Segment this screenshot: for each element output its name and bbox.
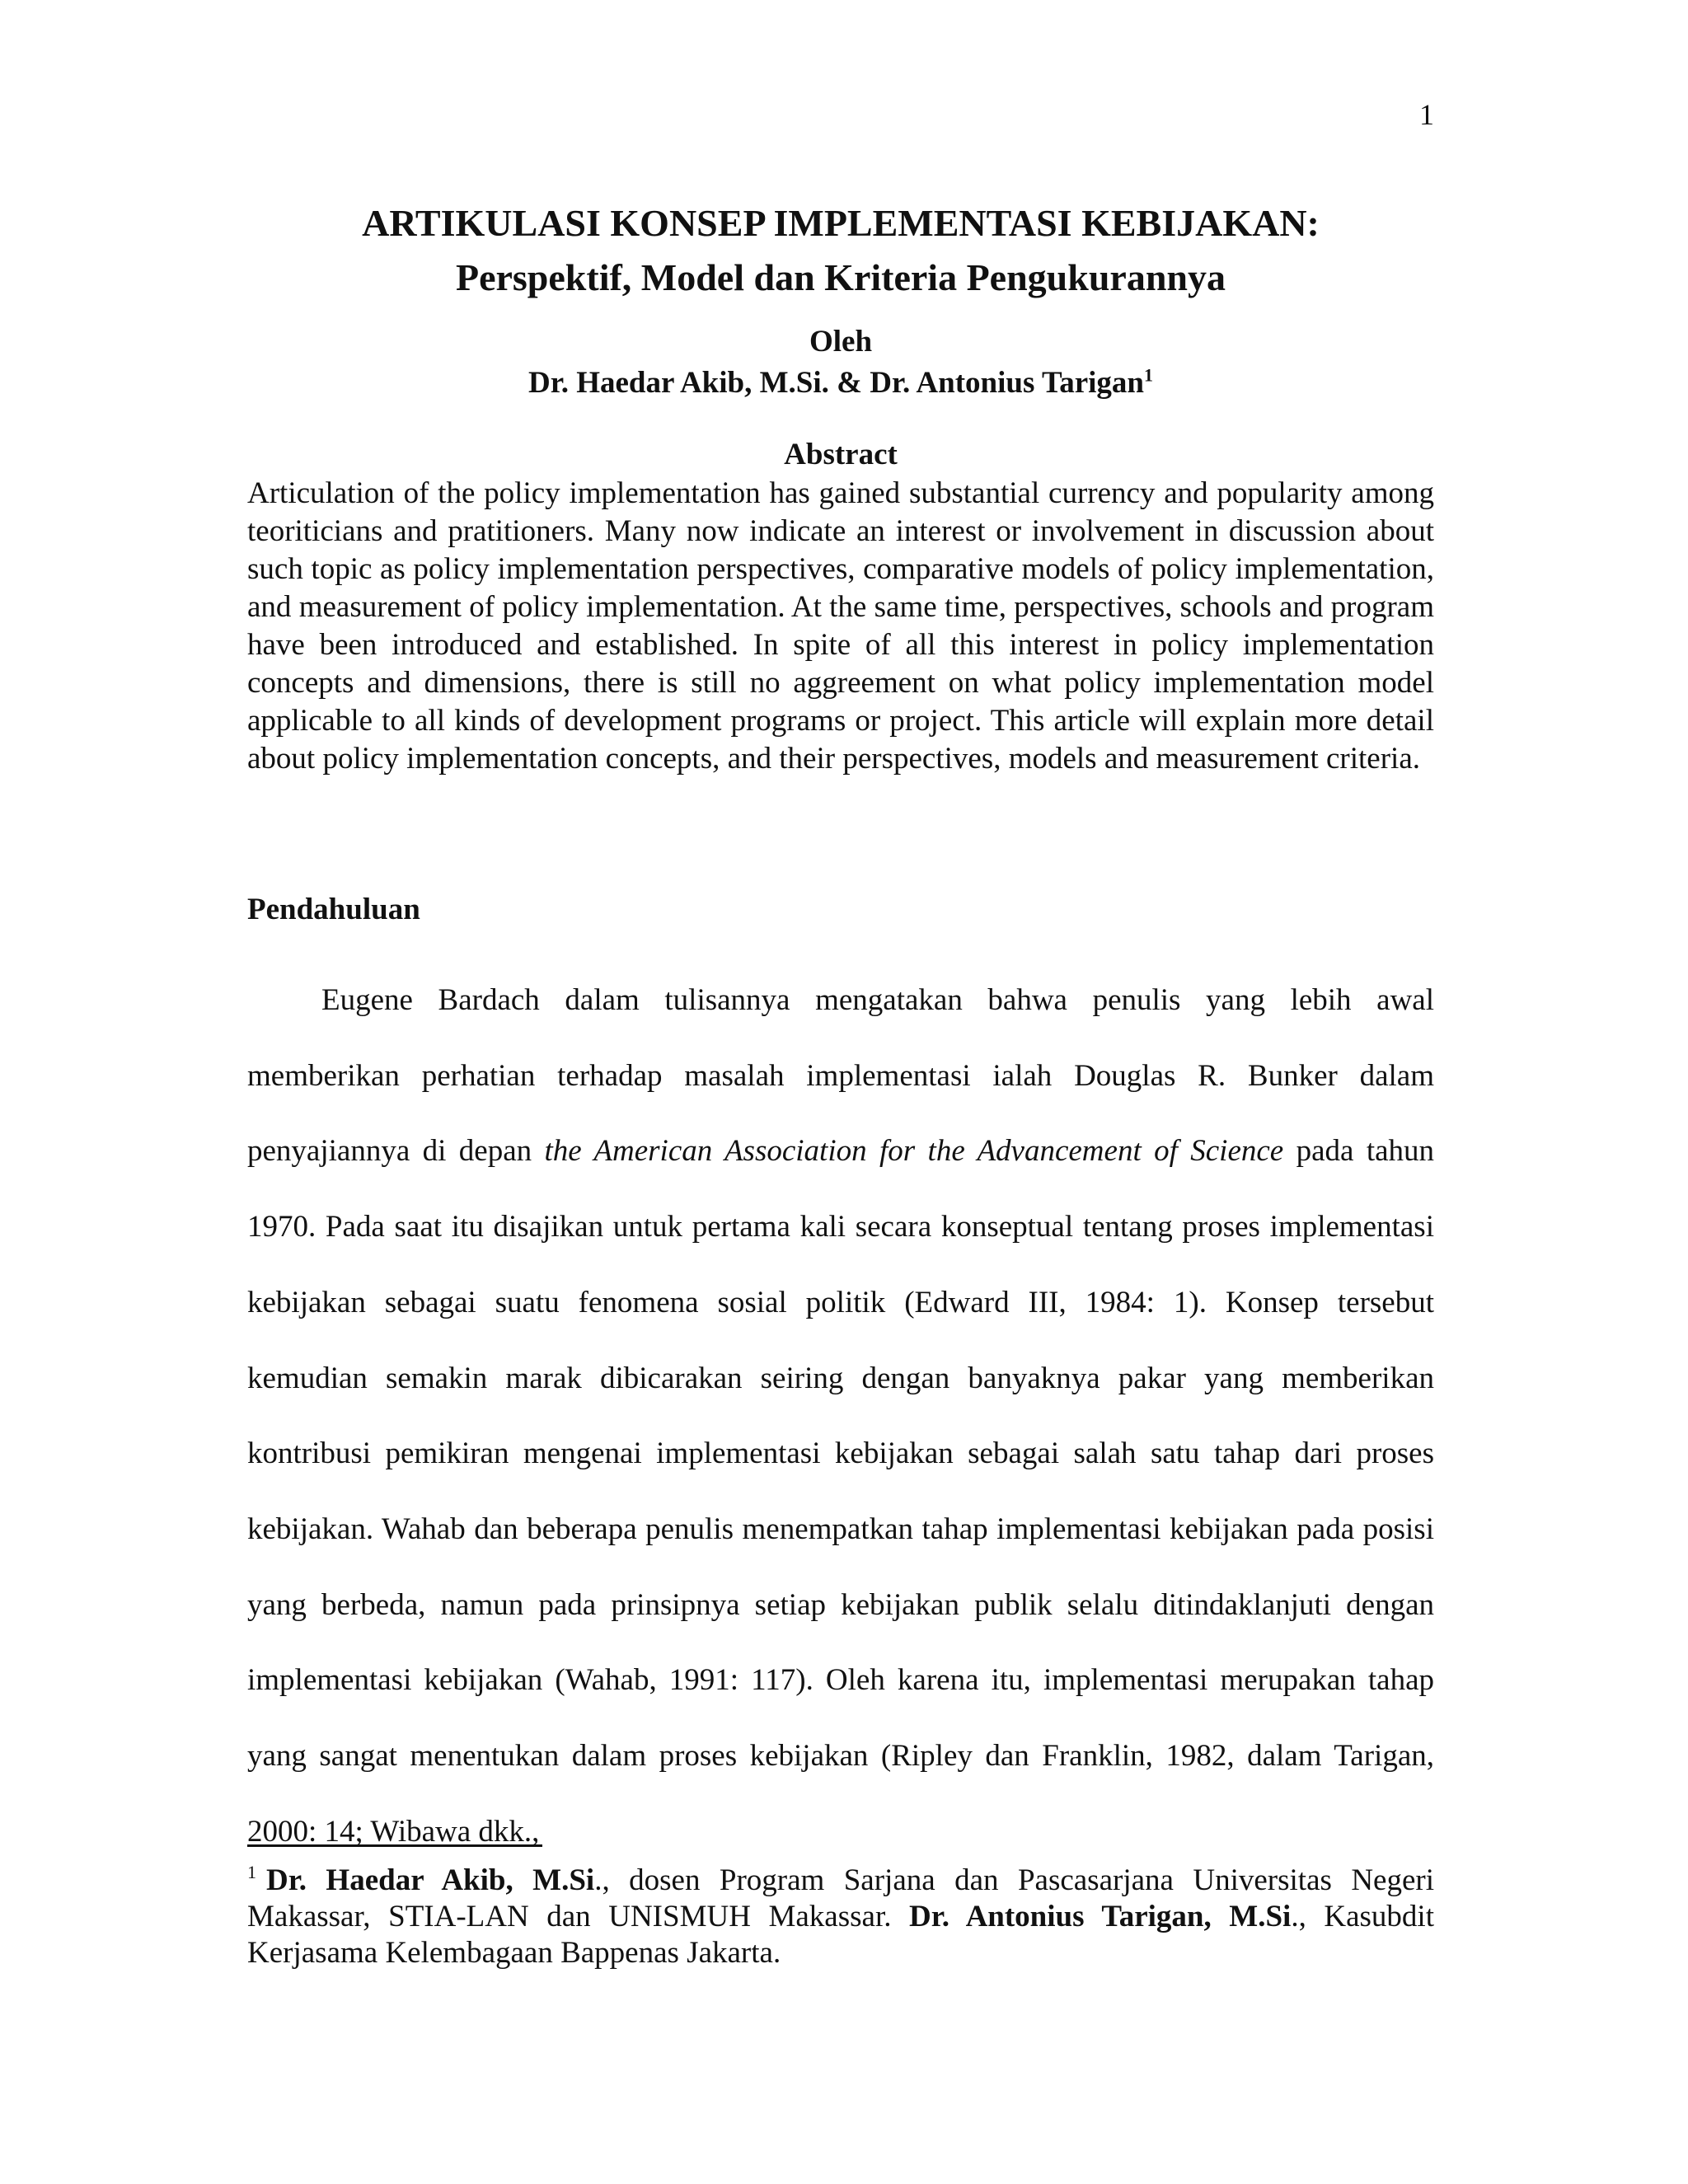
footnote-reference: 1 bbox=[1144, 364, 1154, 386]
body-text-part-1: Eugene Bardach dalam tulisannya mengatakan bahwa penulis yang lebih awal memberikan perhatian terhadap masalah implementasi ialah Douglas R. Bunker dalam penyajiannya di depan bbox=[247, 983, 1434, 1169]
body-text-italic: the American Association for the Advancement of Science bbox=[544, 1134, 1284, 1169]
abstract-text: Articulation of the policy implementation has gained substantial currency and popularity among teoriticians and pratitioners. Many now indicate an interest or involvement in discussion about such topic as policy implementation perspectives, comparative models of policy implementation, and measurement of policy implementation. At the same time, perspectives, schools and program have been introduced and established. In spite of all this interest in policy implementation concepts and dimensions, there is still no aggreement on what policy implementation model applicable to all kinds of development programs or project. This article will explain more detail about policy implementation concepts, and their perspectives, models and measurement criteria. bbox=[247, 476, 1434, 776]
footnote-author-1: Dr. Haedar Akib, M.Si bbox=[266, 1863, 595, 1897]
title-line-1: ARTIKULASI KONSEP IMPLEMENTASI KEBIJAKAN: bbox=[362, 202, 1320, 244]
footnote-marker: 1 bbox=[247, 1862, 256, 1882]
footnote-text-1: ., dosen Program Sarjana dan Pascasarjana Universitas Negeri Makassar, STIA-LAN dan UNISMUH Makassar. bbox=[247, 1863, 1434, 1933]
abstract-heading: Abstract bbox=[784, 438, 898, 471]
section-heading: Pendahuluan bbox=[247, 893, 420, 926]
byline bbox=[247, 321, 1434, 404]
body-text-part-2: pada tahun 1970. Pada saat itu disajikan untuk pertama kali secara konseptual tentang proses implementasi kebijakan sebagai suatu fenomena sosial politik (Edward III, 1984: 1). Konsep tersebut kemudian semakin marak dibicarakan seiring dengan banyaknya pakar yang memberikan kontribusi pemikiran mengenai implementasi kebijakan sebagai salah satu tahap dari proses kebijakan. Wahab dan beberapa penulis menempatkan tahap implementasi kebijakan pada posisi yang berbeda, namun pada prinsipnya setiap kebijakan publik selalu ditindaklanjuti dengan implementasi kebijakan (Wahab, 1991: 117). Oleh karena itu, implementasi merupakan tahap yang sangat menentukan dalam proses kebijakan (Ripley dan Franklin, 1982, dalam Tarigan, 2000: 14; Wibawa dkk., bbox=[247, 1134, 1435, 1849]
byline-authors-line bbox=[247, 363, 1434, 404]
page-number: 1 bbox=[1419, 98, 1434, 131]
title-line-2: Perspektif, Model dan Kriteria Pengukurannya bbox=[455, 256, 1226, 298]
footnote-divider bbox=[247, 1844, 542, 1847]
document-title bbox=[247, 196, 1434, 305]
byline-authors: Dr. Haedar Akib, M.Si. & Dr. Antonius Tarigan bbox=[528, 366, 1145, 400]
byline-oleh: Oleh bbox=[809, 325, 873, 359]
footnote bbox=[247, 1863, 1434, 1971]
body-paragraph bbox=[247, 963, 1434, 1869]
footnote-author-2: Dr. Antonius Tarigan, M.Si bbox=[909, 1900, 1292, 1933]
footnote-text-2: ., Kasubdit Kerjasama Kelembagaan Bappenas Jakarta. bbox=[247, 1900, 1434, 1970]
